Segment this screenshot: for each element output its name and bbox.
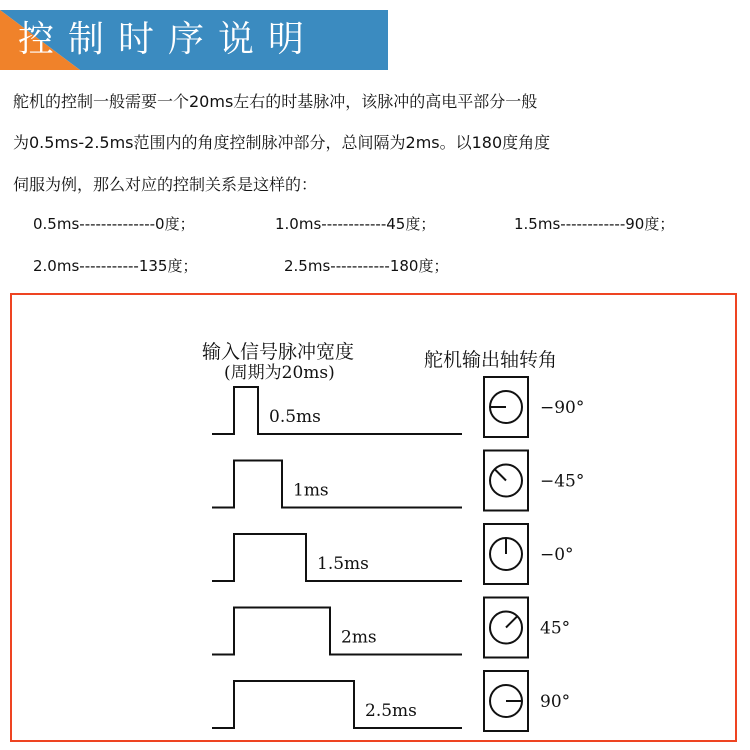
angle-label: 90° bbox=[540, 692, 571, 712]
angle-label: −90° bbox=[540, 398, 585, 418]
mapping-item: 1.0ms------------45度； bbox=[275, 215, 436, 233]
left-header: 输入信号脉冲宽度 bbox=[202, 341, 355, 363]
mapping-item: 2.0ms-----------135度； bbox=[33, 257, 198, 275]
mapping-item: 0.5ms--------------0度； bbox=[33, 215, 195, 233]
mapping-item: 2.5ms-----------180度； bbox=[284, 257, 449, 275]
mapping-item: 1.5ms------------90度； bbox=[514, 215, 675, 233]
intro-line-3: 伺服为例，那么对应的控制关系是这样的： bbox=[13, 175, 318, 194]
pulse-waveform bbox=[212, 461, 462, 508]
pulse-waveform bbox=[212, 681, 462, 728]
servo-timing-diagram bbox=[12, 295, 735, 740]
pulse-width-label: 2ms bbox=[341, 627, 377, 648]
page-title: 控制时序说明 bbox=[18, 19, 319, 60]
angle-label: −0° bbox=[540, 545, 574, 565]
pulse-width-label: 1ms bbox=[293, 480, 329, 501]
pulse-width-label: 1.5ms bbox=[317, 554, 369, 574]
pulse-waveform bbox=[212, 608, 462, 655]
intro-line-2: 为0.5ms-2.5ms范围内的角度控制脉冲部分，总间隔为2ms。以180度角度 bbox=[13, 133, 551, 152]
pulse-waveform bbox=[212, 387, 462, 434]
right-header: 舵机输出轴转角 bbox=[424, 349, 558, 371]
pulse-width-label: 2.5ms bbox=[365, 701, 417, 721]
pulse-width-label: 0.5ms bbox=[269, 407, 321, 427]
angle-label: 45° bbox=[540, 618, 571, 639]
intro-line-1: 舵机的控制一般需要一个20ms左右的时基脉冲，该脉冲的高电平部分一般 bbox=[13, 92, 538, 111]
left-subheader: (周期为20ms) bbox=[224, 363, 335, 383]
diagram-frame bbox=[10, 293, 737, 742]
angle-label: −45° bbox=[540, 471, 585, 492]
